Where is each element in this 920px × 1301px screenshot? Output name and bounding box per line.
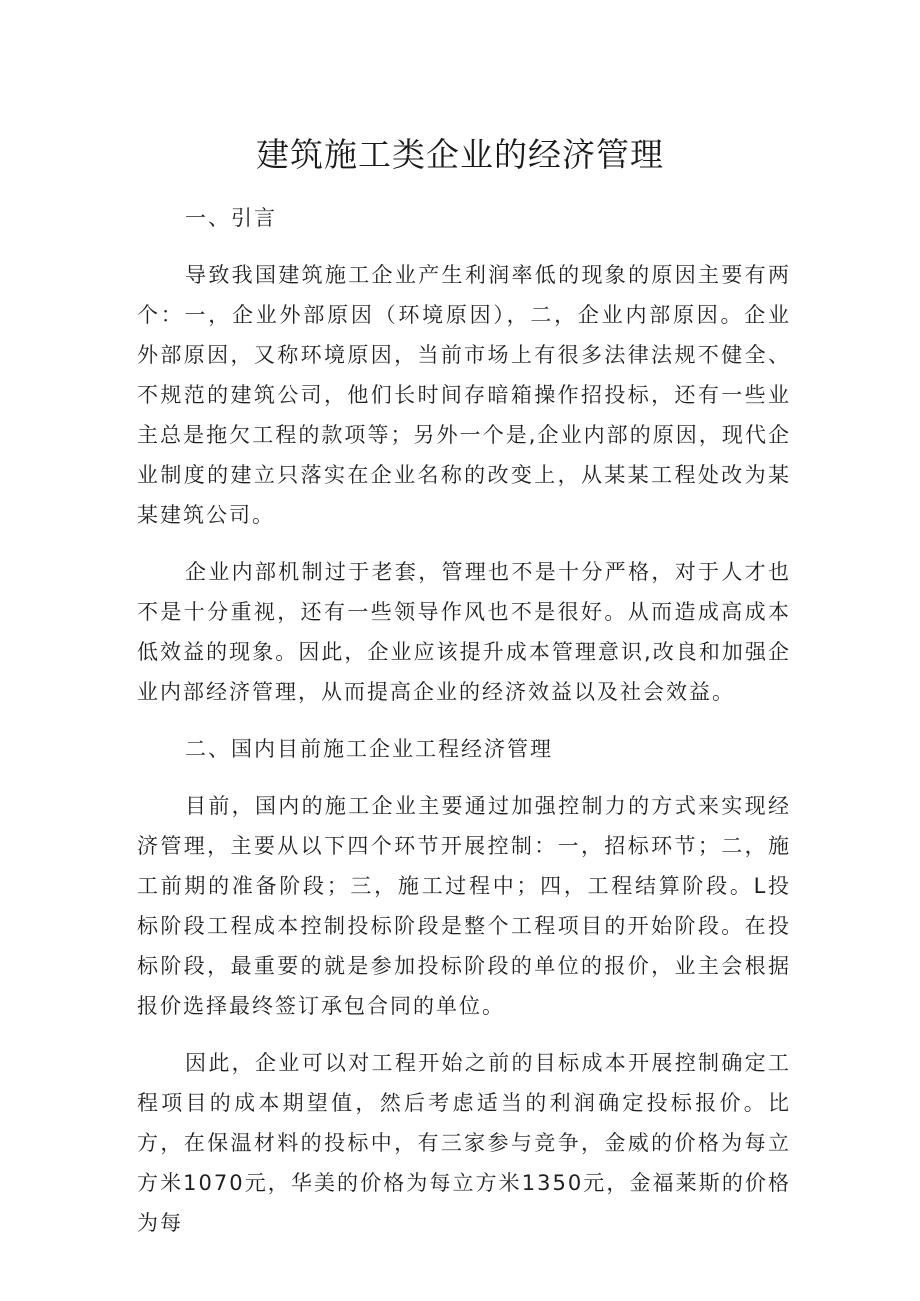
paragraph: 导致我国建筑施工企业产生利润率低的现象的原因主要有两个：一，企业外部原因（环境原因），二，企业内部原因。企业外部原因，又称环境原因，当前市场上有很多法律法规不健全、不规范的建筑公司，他们长时间存暗箱操作招投标，还有一些业主总是拖欠工程的款项等；另外一个是,企业内部的原因，现代企业制度的建立只落实在企业名称的改变上，从某某工程处改为某某建筑公司。 bbox=[137, 263, 791, 527]
paragraph: 因此，企业可以对工程开始之前的目标成本开展控制确定工程项目的成本期望值，然后考虑适当的利润确定投标报价。比方，在保温材料的投标中，有三家参与竞争，金威的价格为每立方米1070元，华美的价格为每立方米1350元，金福莱斯的价格为每 bbox=[137, 1051, 791, 1235]
section-heading-domestic: 二、国内目前施工企业工程经济管理 bbox=[185, 737, 553, 761]
document-body bbox=[137, 198, 791, 1260]
document-title: 建筑施工类企业的经济管理 bbox=[256, 135, 664, 174]
paragraph: 企业内部机制过于老套，管理也不是十分严格，对于人才也不是十分重视，还有一些领导作风也不是很好。从而造成高成本低效益的现象。因此，企业应该提升成本管理意识,改良和加强企业内部经济管理，从而提高企业的经济效益以及社会效益。 bbox=[137, 560, 791, 704]
paragraph: 目前，国内的施工企业主要通过加强控制力的方式来实现经济管理，主要从以下四个环节开展控制：一，招标环节；二，施工前期的准备阶段；三，施工过程中；四，工程结算阶段。L投标阶段工程成本控制投标阶段是整个工程项目的开始阶段。在投标阶段，最重要的就是参加投标阶段的单位的报价，业主会根据报价选择最终签订承包合同的单位。 bbox=[137, 794, 791, 1018]
section-heading-intro: 一、引言 bbox=[185, 206, 277, 230]
